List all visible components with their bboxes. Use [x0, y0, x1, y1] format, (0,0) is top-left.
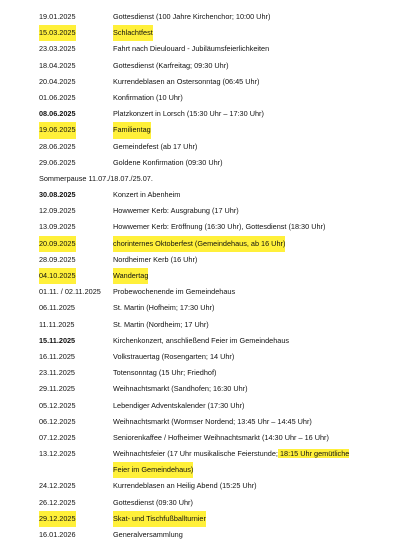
- row-event: Fahrt nach Dieulouard - Jubiläumsfeierlichkeiten: [113, 44, 270, 54]
- row-event: chorinternes Oktoberfest (Gemeindehaus, ab 16 Uhr): [113, 236, 285, 252]
- row-event: Generalversammlung: [113, 530, 183, 539]
- row-date: 06.12.2025: [39, 416, 76, 426]
- row-date: 01.11. / 02.11.2025: [39, 287, 101, 297]
- summer-break-note: [0, 171, 411, 187]
- row-event: Konzert in Abenheim: [113, 190, 181, 200]
- schedule-row: [0, 446, 411, 462]
- schedule-row: [0, 187, 411, 203]
- row-event: Probewochenende im Gemeindehaus: [113, 287, 236, 297]
- row-date: 19.01.2025: [39, 12, 76, 21]
- row-event: Gottesdienst (09:30 Uhr): [113, 497, 193, 507]
- row-event: Nordheimer Kerb (16 Uhr): [113, 254, 198, 264]
- schedule-row: [0, 349, 411, 365]
- row-date: 29.11.2025: [39, 384, 75, 394]
- schedule-row: [0, 74, 411, 90]
- row-event: Goldene Konfirmation (09:30 Uhr): [113, 157, 223, 167]
- row-event: Platzkonzert in Lorsch (15:30 Uhr – 17:30 Uhr): [113, 109, 264, 119]
- row-date: 30.08.2025: [39, 190, 76, 200]
- row-event: Gottesdienst (100 Jahre Kirchenchor; 10:00 Uhr): [113, 12, 271, 21]
- row-date: 04.10.2025: [39, 268, 76, 284]
- row-event: Gemeindefest (ab 17 Uhr): [113, 141, 198, 151]
- schedule-row: [0, 300, 411, 316]
- row-date: 06.11.2025: [39, 303, 75, 313]
- row-date: 16.11.2025: [39, 351, 75, 361]
- schedule-row: [0, 398, 411, 414]
- row-date: 12.09.2025: [39, 206, 76, 216]
- row-date: 19.06.2025: [39, 122, 76, 138]
- schedule-row: [0, 106, 411, 122]
- row-date: 13.09.2025: [39, 222, 76, 232]
- row-event-highlight: 18:15 Uhr gemütliche: [277, 449, 350, 459]
- row-date: 24.12.2025: [39, 481, 76, 491]
- row-date: 23.03.2025: [39, 44, 76, 54]
- row-event: Kurrendeblasen an Heilig Abend (15:25 Uhr): [113, 481, 257, 491]
- schedule-row: [0, 381, 411, 397]
- row-date: 29.12.2025: [39, 511, 76, 527]
- row-date: 29.06.2025: [39, 157, 76, 167]
- schedule-row: [0, 430, 411, 446]
- row-event: Volkstrauertag (Rosengarten; 14 Uhr): [113, 351, 235, 361]
- row-date: 16.01.2026: [39, 530, 76, 539]
- row-date: 26.12.2025: [39, 497, 76, 507]
- row-event: Konfirmation (10 Uhr): [113, 92, 183, 102]
- row-event: Wandertag: [113, 268, 148, 284]
- schedule-row: [0, 219, 411, 235]
- row-event: Kurrendeblasen an Ostersonntag (06:45 Uhr): [113, 76, 260, 86]
- row-date: 08.06.2025: [39, 109, 76, 119]
- row-event: Familientag: [113, 122, 151, 138]
- row-date: 13.12.2025: [39, 449, 76, 459]
- schedule-row: [0, 58, 411, 74]
- schedule-row-highlighted: [0, 511, 411, 527]
- row-event: Howwemer Kerb: Eröffnung (16:30 Uhr), Gottesdienst (18:30 Uhr): [113, 222, 326, 232]
- schedule-row: [0, 365, 411, 381]
- row-event: Skat- und Tischfußballturnier: [113, 511, 206, 527]
- schedule-row: [0, 478, 411, 494]
- schedule-row: [0, 414, 411, 430]
- row-event: Weihnachtsmarkt (Wormser Nordend; 13:45 Uhr – 14:45 Uhr): [113, 416, 312, 426]
- row-event: Schlachtfest: [113, 25, 153, 41]
- schedule-row-highlighted: [0, 122, 411, 138]
- row-event: Gottesdienst (Karfreitag; 09:30 Uhr): [113, 60, 229, 70]
- row-event: Kirchenkonzert, anschließend Feier im Gemeindehaus: [113, 335, 290, 345]
- row-event: St. Martin (Hofheim; 17:30 Uhr): [113, 303, 215, 313]
- schedule-row: [0, 139, 411, 155]
- row-event: St. Martin (Nordheim; 17 Uhr): [113, 319, 209, 329]
- schedule-row: [0, 155, 411, 171]
- row-event: [113, 446, 349, 462]
- row-date: 01.06.2025: [39, 92, 76, 102]
- row-date: 20.09.2025: [39, 236, 76, 252]
- row-date: 23.11.2025: [39, 368, 75, 378]
- row-date: 20.04.2025: [39, 76, 76, 86]
- schedule-row-continuation: [0, 462, 411, 478]
- row-date: 05.12.2025: [39, 400, 76, 410]
- row-event: Lebendiger Adventskalender (17:30 Uhr): [113, 400, 245, 410]
- row-date: 28.09.2025: [39, 254, 76, 264]
- row-date: 18.04.2025: [39, 60, 76, 70]
- schedule-row-highlighted: [0, 236, 411, 252]
- schedule-row: [0, 495, 411, 511]
- row-event: Howwemer Kerb: Ausgrabung (17 Uhr): [113, 206, 239, 216]
- schedule-row: [0, 527, 411, 543]
- event-schedule: [0, 9, 411, 543]
- schedule-row: [0, 317, 411, 333]
- row-event-continuation: Feier im Gemeindehaus): [113, 462, 193, 478]
- schedule-row: [0, 203, 411, 219]
- row-date: 15.03.2025: [39, 25, 76, 41]
- row-event: Weihnachtsmarkt (Sandhofen; 16:30 Uhr): [113, 384, 248, 394]
- row-note: Sommerpause 11.07./18.07./25.07.: [39, 173, 153, 183]
- row-event-text: Weihnachtsfeier (17 Uhr musikalische Feierstunde;: [113, 449, 278, 459]
- row-date: 15.11.2025: [39, 335, 76, 345]
- schedule-row: [0, 9, 411, 25]
- schedule-row: [0, 252, 411, 268]
- schedule-row-highlighted: [0, 25, 411, 41]
- schedule-row: [0, 333, 411, 349]
- schedule-row: [0, 41, 411, 57]
- row-date: 11.11.2025: [39, 319, 75, 329]
- row-date: 28.06.2025: [39, 141, 76, 151]
- schedule-row: [0, 90, 411, 106]
- row-event: Seniorenkaffee / Hofheimer Weihnachtsmarkt (14:30 Uhr – 16 Uhr): [113, 432, 329, 442]
- schedule-row: [0, 284, 411, 300]
- row-event: Totensonntag (15 Uhr; Friedhof): [113, 368, 217, 378]
- schedule-row-highlighted: [0, 268, 411, 284]
- row-date: 07.12.2025: [39, 432, 76, 442]
